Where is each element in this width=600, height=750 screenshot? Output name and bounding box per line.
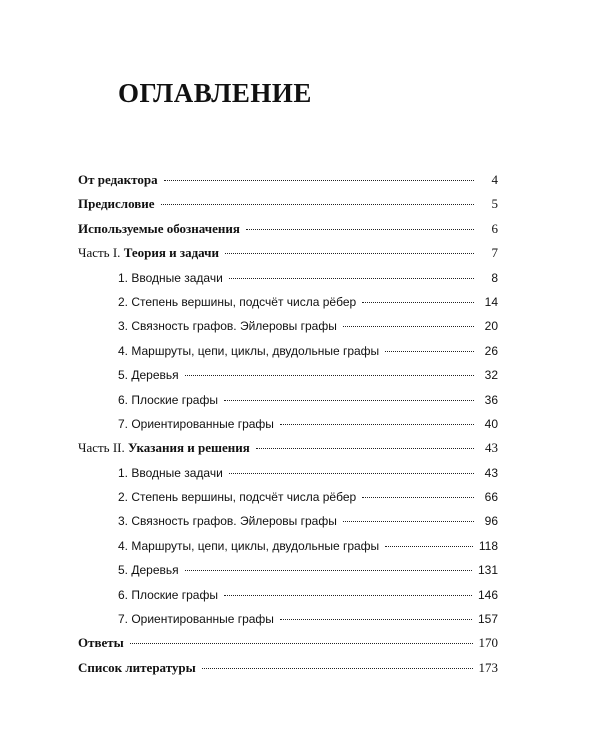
part-prefix: Часть I. <box>78 245 121 261</box>
toc-part-2[interactable] <box>78 436 498 460</box>
dot-leader <box>343 521 474 522</box>
toc-page-number: 14 <box>484 294 498 309</box>
toc-entry-answers[interactable] <box>78 631 498 655</box>
toc-page-number: 7 <box>491 245 498 261</box>
toc-entry-label: Ответы <box>78 635 124 651</box>
part-prefix: Часть II. <box>78 440 125 456</box>
toc-page-number: 146 <box>477 587 498 602</box>
toc-page-number: 173 <box>478 659 498 675</box>
toc-chapter-2-2[interactable] <box>78 485 498 509</box>
toc-chapter-1-2[interactable] <box>78 290 498 314</box>
toc-page-number: 6 <box>491 220 498 236</box>
toc-page-number: 36 <box>484 392 498 407</box>
table-of-contents <box>78 168 498 680</box>
toc-entry-label: 4. Маршруты, цепи, циклы, двудольные графы <box>118 538 380 553</box>
toc-chapter-2-7[interactable] <box>78 607 498 631</box>
toc-chapter-2-3[interactable] <box>78 509 498 533</box>
toc-entry-label: Список литературы <box>78 659 196 675</box>
toc-chapter-2-1[interactable] <box>78 461 498 485</box>
toc-chapter-1-6[interactable] <box>78 388 498 412</box>
toc-page-number: 5 <box>491 196 498 212</box>
toc-entry-label: Предисловие <box>78 196 155 212</box>
dot-leader <box>256 448 474 449</box>
dot-leader <box>185 570 472 571</box>
toc-entry-label: 6. Плоские графы <box>118 587 218 602</box>
dot-leader <box>362 302 474 303</box>
dot-leader <box>130 643 473 644</box>
toc-part-1[interactable] <box>78 241 498 265</box>
toc-page-number: 170 <box>478 635 498 651</box>
toc-chapter-2-5[interactable] <box>78 558 498 582</box>
toc-chapter-1-3[interactable] <box>78 314 498 338</box>
toc-page-number: 4 <box>491 172 498 187</box>
toc-entry-bibliography[interactable] <box>78 656 498 680</box>
toc-entry-label: 5. Деревья <box>118 563 179 578</box>
part-name: Теория и задачи <box>123 245 219 261</box>
toc-chapter-1-7[interactable] <box>78 412 498 436</box>
toc-chapter-1-4[interactable] <box>78 339 498 363</box>
dot-leader <box>229 278 474 279</box>
toc-entry-label: 7. Ориентированные графы <box>118 612 274 627</box>
toc-entry-label: 4. Маршруты, цепи, циклы, двудольные графы <box>118 343 380 358</box>
dot-leader <box>343 326 474 327</box>
dot-leader <box>280 619 472 620</box>
toc-entry-label: 6. Плоские графы <box>118 392 218 407</box>
toc-page-number: 43 <box>484 465 498 480</box>
toc-entry-label: 5. Деревья <box>118 368 179 383</box>
toc-entry-preface[interactable] <box>78 192 498 216</box>
toc-entry-label: 1. Вводные задачи <box>118 270 223 285</box>
dot-leader <box>202 668 473 669</box>
toc-entry-label: 2. Степень вершины, подсчёт числа рёбер <box>118 294 357 309</box>
toc-page-number: 32 <box>484 368 498 383</box>
toc-entry-label: 2. Степень вершины, подсчёт числа рёбер <box>118 490 357 505</box>
toc-page-number: 157 <box>477 612 498 627</box>
dot-leader <box>280 424 474 425</box>
toc-entry-label: 1. Вводные задачи <box>118 465 223 480</box>
toc-page-number: 40 <box>484 416 498 431</box>
toc-page-number: 26 <box>484 343 498 358</box>
toc-entry-label: 3. Связность графов. Эйлеровы графы <box>118 514 337 529</box>
dot-leader <box>229 473 474 474</box>
toc-page-number: 96 <box>484 514 498 529</box>
dot-leader <box>385 546 473 547</box>
toc-page-number: 8 <box>491 270 498 285</box>
page-title: ОГЛАВЛЕНИЕ <box>118 78 312 108</box>
toc-page-number: 43 <box>485 440 498 456</box>
toc-entry-label: 7. Ориентированные графы <box>118 416 274 431</box>
dot-leader <box>225 253 474 254</box>
dot-leader <box>161 204 474 205</box>
dot-leader <box>164 180 474 181</box>
toc-entry-label: От редактора <box>78 172 158 187</box>
dot-leader <box>224 595 472 596</box>
dot-leader <box>224 400 474 401</box>
toc-page-number: 20 <box>484 319 498 334</box>
toc-page-number: 66 <box>484 490 498 505</box>
toc-chapter-2-6[interactable] <box>78 583 498 607</box>
toc-entry-label: 3. Связность графов. Эйлеровы графы <box>118 319 337 334</box>
toc-entry-notation[interactable] <box>78 217 498 241</box>
part-name: Указания и решения <box>128 440 250 456</box>
toc-page-number: 118 <box>478 538 498 553</box>
toc-chapter-1-1[interactable] <box>78 266 498 290</box>
toc-chapter-1-5[interactable] <box>78 363 498 387</box>
dot-leader <box>246 229 474 230</box>
toc-entry-editor[interactable] <box>78 168 498 192</box>
toc-page-number: 131 <box>477 563 498 578</box>
dot-leader <box>185 375 474 376</box>
toc-chapter-2-4[interactable] <box>78 534 498 558</box>
dot-leader <box>385 351 474 352</box>
toc-entry-label: Используемые обозначения <box>78 220 240 236</box>
dot-leader <box>362 497 474 498</box>
